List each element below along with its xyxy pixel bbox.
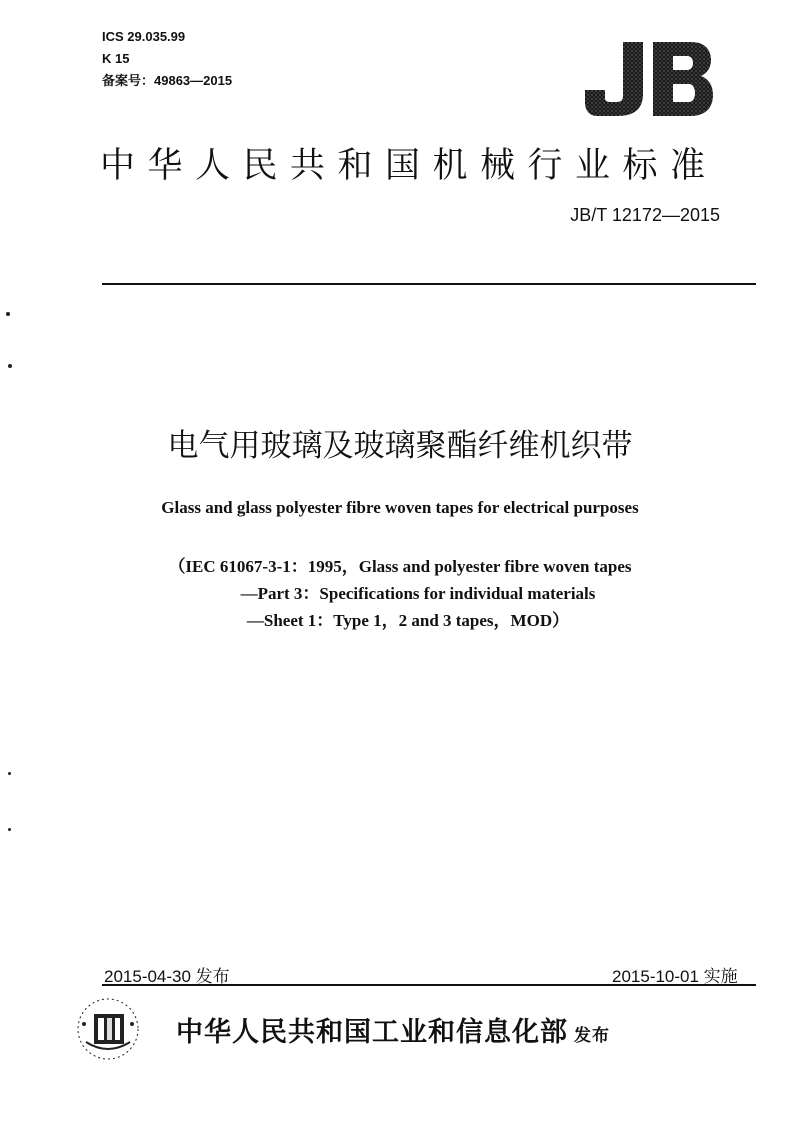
scan-mark <box>8 828 11 831</box>
document-title-english: Glass and glass polyester fibre woven tapes for electrical purposes <box>161 498 639 517</box>
reference-line: （IEC 61067-3-1：1995，Glass and polyester fibre woven tapes <box>168 557 632 576</box>
ministry-emblem <box>70 996 146 1062</box>
filing-number: 备案号：49863—2015 <box>102 73 233 88</box>
scan-mark <box>8 364 12 368</box>
scan-mark <box>6 312 10 316</box>
issuer-suffix: 发布 <box>574 1026 610 1046</box>
reference-line: —Part 3：Specifications for individual materials <box>240 584 596 603</box>
jb-logo <box>583 38 715 118</box>
document-title-chinese: 电气用玻璃及玻璃聚酯纤维机织带 <box>167 428 633 464</box>
issuing-authority <box>176 1010 610 1049</box>
header-divider <box>102 283 756 285</box>
footer-divider <box>102 984 756 986</box>
publish-date: 2015-04-30 发布 <box>104 967 230 986</box>
implement-date: 2015-10-01 实施 <box>612 967 738 986</box>
reference-line: —Sheet 1：Type 1，2 and 3 tapes，MOD） <box>246 611 570 630</box>
classification-block <box>102 26 232 92</box>
ccs-code: K 15 <box>102 51 130 66</box>
standard-code: JB/T 12172—2015 <box>570 205 720 225</box>
ics-code: ICS 29.035.99 <box>102 29 186 44</box>
scan-mark <box>8 772 11 775</box>
issuer-name: 中华人民共和国工业和信息化部 <box>176 1017 568 1048</box>
standard-title: 中华人民共和国机械行业标准 <box>100 146 718 186</box>
